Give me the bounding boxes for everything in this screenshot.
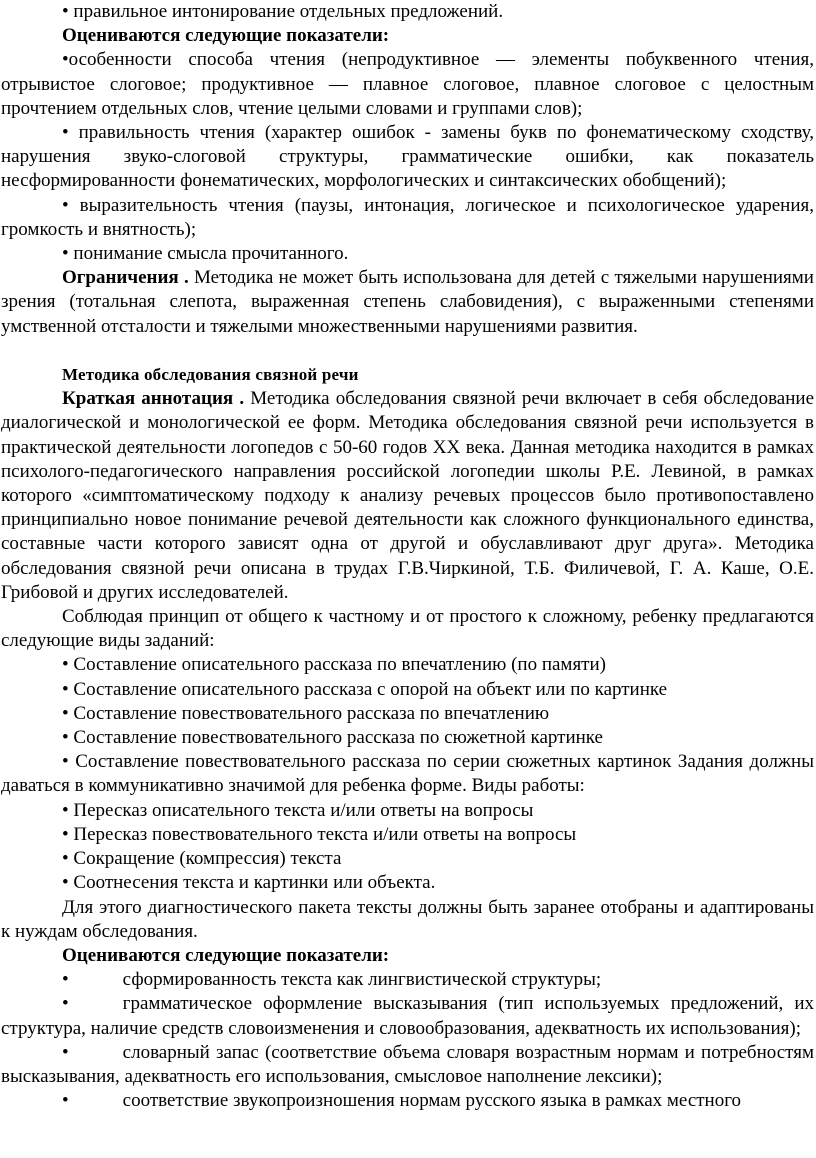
limitations-paragraph bbox=[1, 266, 814, 339]
section-title: Методика обследования связной речи bbox=[62, 365, 359, 385]
indicators-heading-1: Оцениваются следующие показатели: bbox=[62, 25, 390, 47]
limitations-label: Ограничения . bbox=[62, 267, 189, 289]
limitations-text: Методика не может быть использована для детей с тяжелыми нарушениями зрения (тотальная слепота, выраженная степень слабовидения), с выраженными степенями умственной отсталости и тяжелыми множественными нарушениями развития. bbox=[1, 267, 814, 337]
indicator-text: грамматическое оформление высказывания (тип используемых предложений, их структура, наличие средств словоизменения и словообразования, адекватность их использования); bbox=[1, 993, 814, 1039]
task-item: • Составление повествовательного рассказа по сюжетной картинке bbox=[62, 727, 603, 749]
indicator-item bbox=[1, 1089, 814, 1113]
reading-intonation-item: • правильное интонирование отдельных предложений. bbox=[62, 1, 504, 22]
task-item-series: • Составление повествовательного рассказа по серии сюжетных картинок Задания должны даваться в коммуникативно значимой для ребенка форме. Виды работы: bbox=[1, 751, 814, 797]
work-item: • Соотнесения текста и картинки или объекта. bbox=[62, 872, 436, 894]
bullet: • bbox=[62, 1041, 69, 1063]
work-item: • Пересказ описательного текста и/или ответы на вопросы bbox=[62, 799, 534, 821]
annotation-text: Методика обследования связной речи включает в себя обследование диалогической и монологической ее форм. Методика обследования связной речи используется в практической деятельности логопедов с 50-60 годов XX века. Данная методика находится в рамках психолого-педагогического направления российской логопедии школы Р.Е. Левиной, в рамках которого «симптоматическому подходу к анализу речевых процессов было противопоставлено принципиально новое понимание речевой деятельности как сложного функционального единства, составные части которого зависят одна от другой и обуславливают друг друга». Методика обследования связной речи описана в трудах Г.В.Чиркиной, Т.Б. Филичевой, Г. А. Каше, О.Е. Грибовой и других исследователей. bbox=[1, 388, 815, 603]
reading-expressiveness-item: • выразительность чтения (паузы, интонация, логическое и психологическое ударения, громкость и внятность); bbox=[1, 194, 814, 240]
indicator-item bbox=[1, 1041, 814, 1089]
reading-correctness-item: • правильность чтения (характер ошибок - замены букв по фонематическому сходству, нарушения звуко-слоговой структуры, грамматические ошибки, как показатель несформированности фонематических, морфологических и синтаксических обобщений); bbox=[1, 122, 814, 192]
work-item: • Сокращение (компрессия) текста bbox=[62, 848, 342, 870]
indicator-item bbox=[1, 968, 814, 992]
reading-comprehension-item: • понимание смысла прочитанного. bbox=[62, 243, 349, 265]
indicator-item bbox=[1, 992, 814, 1040]
work-item: • Пересказ повествовательного текста и/или ответы на вопросы bbox=[62, 823, 577, 845]
blank-line bbox=[1, 339, 814, 363]
annotation-label: Краткая аннотация . bbox=[62, 388, 245, 410]
indicator-text: сформированность текста как лингвистической структуры; bbox=[122, 969, 602, 991]
indicator-text: соответствие звукопроизношения нормам русского языка в рамках местного bbox=[122, 1090, 742, 1112]
reading-method-item: •особенности способа чтения (непродуктивное — элементы побуквенного чтения, отрывистое слоговое; продуктивное — плавное слоговое, плавное слоговое с целостным прочтением отдельных слов, чтение целыми словами и группами слов); bbox=[1, 49, 814, 119]
texts-prep-paragraph: Для этого диагностического пакета тексты должны быть заранее отобраны и адаптированы к нуждам обследования. bbox=[1, 896, 814, 942]
indicators-heading-2: Оцениваются следующие показатели: bbox=[62, 944, 390, 966]
indicator-text: словарный запас (соответствие объема словаря возрастным нормам и потребностям высказывания, адекватность его использования, смысловое наполнение лексики); bbox=[1, 1041, 814, 1087]
annotation-paragraph bbox=[1, 387, 814, 605]
principle-paragraph: Соблюдая принцип от общего к частному и от простого к сложному, ребенку предлагаются следующие виды заданий: bbox=[1, 606, 814, 652]
bullet: • bbox=[62, 993, 69, 1015]
bullet: • bbox=[62, 1090, 69, 1112]
task-item: • Составление описательного рассказа по впечатлению (по памяти) bbox=[62, 654, 606, 676]
task-item: • Составление описательного рассказа с опорой на объект или по картинке bbox=[62, 678, 668, 700]
task-item: • Составление повествовательного рассказа по впечатлению bbox=[62, 702, 550, 724]
bullet: • bbox=[62, 969, 69, 991]
